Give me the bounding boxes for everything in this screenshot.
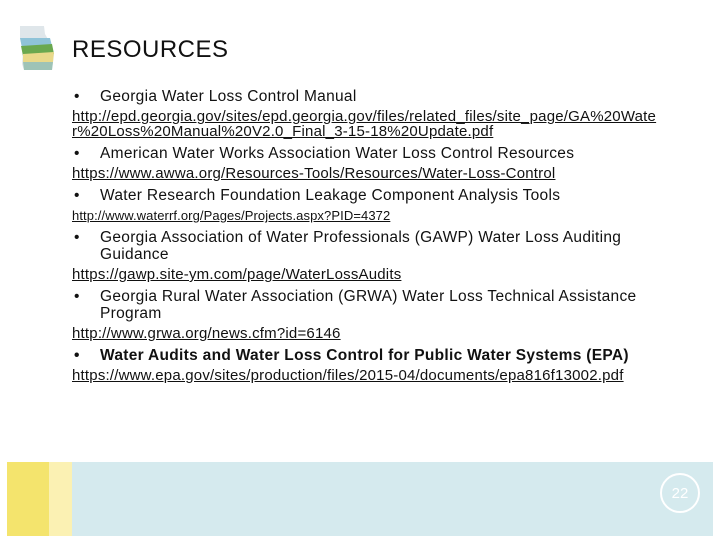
bullet: • (74, 145, 80, 162)
list-item (72, 229, 662, 263)
resource-title: American Water Works Association Water Loss Control Resources (100, 145, 575, 162)
list-item (72, 347, 662, 364)
list-item (72, 187, 662, 204)
list-item (72, 288, 662, 322)
resource-link[interactable]: https://www.awwa.org/Resources-Tools/Resources/Water-Loss-Control (72, 165, 556, 182)
footer-accent-block (49, 462, 72, 536)
footer-accent-block (7, 462, 49, 536)
page-title: RESOURCES (72, 36, 229, 63)
bullet: • (74, 347, 80, 364)
bullet: • (74, 288, 80, 305)
resource-title: Georgia Water Loss Control Manual (100, 88, 357, 105)
list-item (72, 145, 662, 162)
resource-title: Georgia Rural Water Association (GRWA) Water Loss Technical Assistance Program (100, 288, 637, 322)
bullet: • (74, 229, 80, 246)
resource-link[interactable]: http://epd.georgia.gov/sites/epd.georgia.gov/files/related_files/site_page/GA%20Water%20Loss%20Manual%20V2.0_Final_3-15-18%20Update.pdf (72, 108, 657, 140)
georgia-map-logo-icon (14, 24, 58, 72)
resource-title: Water Research Foundation Leakage Component Analysis Tools (100, 187, 561, 204)
footer-bar (72, 462, 713, 536)
resource-title: Georgia Association of Water Professionals (GAWP) Water Loss Auditing Guidance (100, 229, 622, 263)
page-number-badge: 22 (660, 473, 700, 513)
list-item (72, 88, 662, 105)
resource-link[interactable]: http://www.grwa.org/news.cfm?id=6146 (72, 325, 341, 342)
resource-link[interactable]: http://www.waterrf.org/Pages/Projects.aspx?PID=4372 (72, 208, 391, 223)
bullet: • (74, 88, 80, 105)
bullet: • (74, 187, 80, 204)
resource-title: Water Audits and Water Loss Control for Public Water Systems (EPA) (100, 347, 629, 364)
resource-link[interactable]: https://gawp.site-ym.com/page/WaterLossAudits (72, 266, 402, 283)
resource-link[interactable]: https://www.epa.gov/sites/production/files/2015-04/documents/epa816f13002.pdf (72, 367, 624, 384)
resources-list (72, 86, 662, 389)
